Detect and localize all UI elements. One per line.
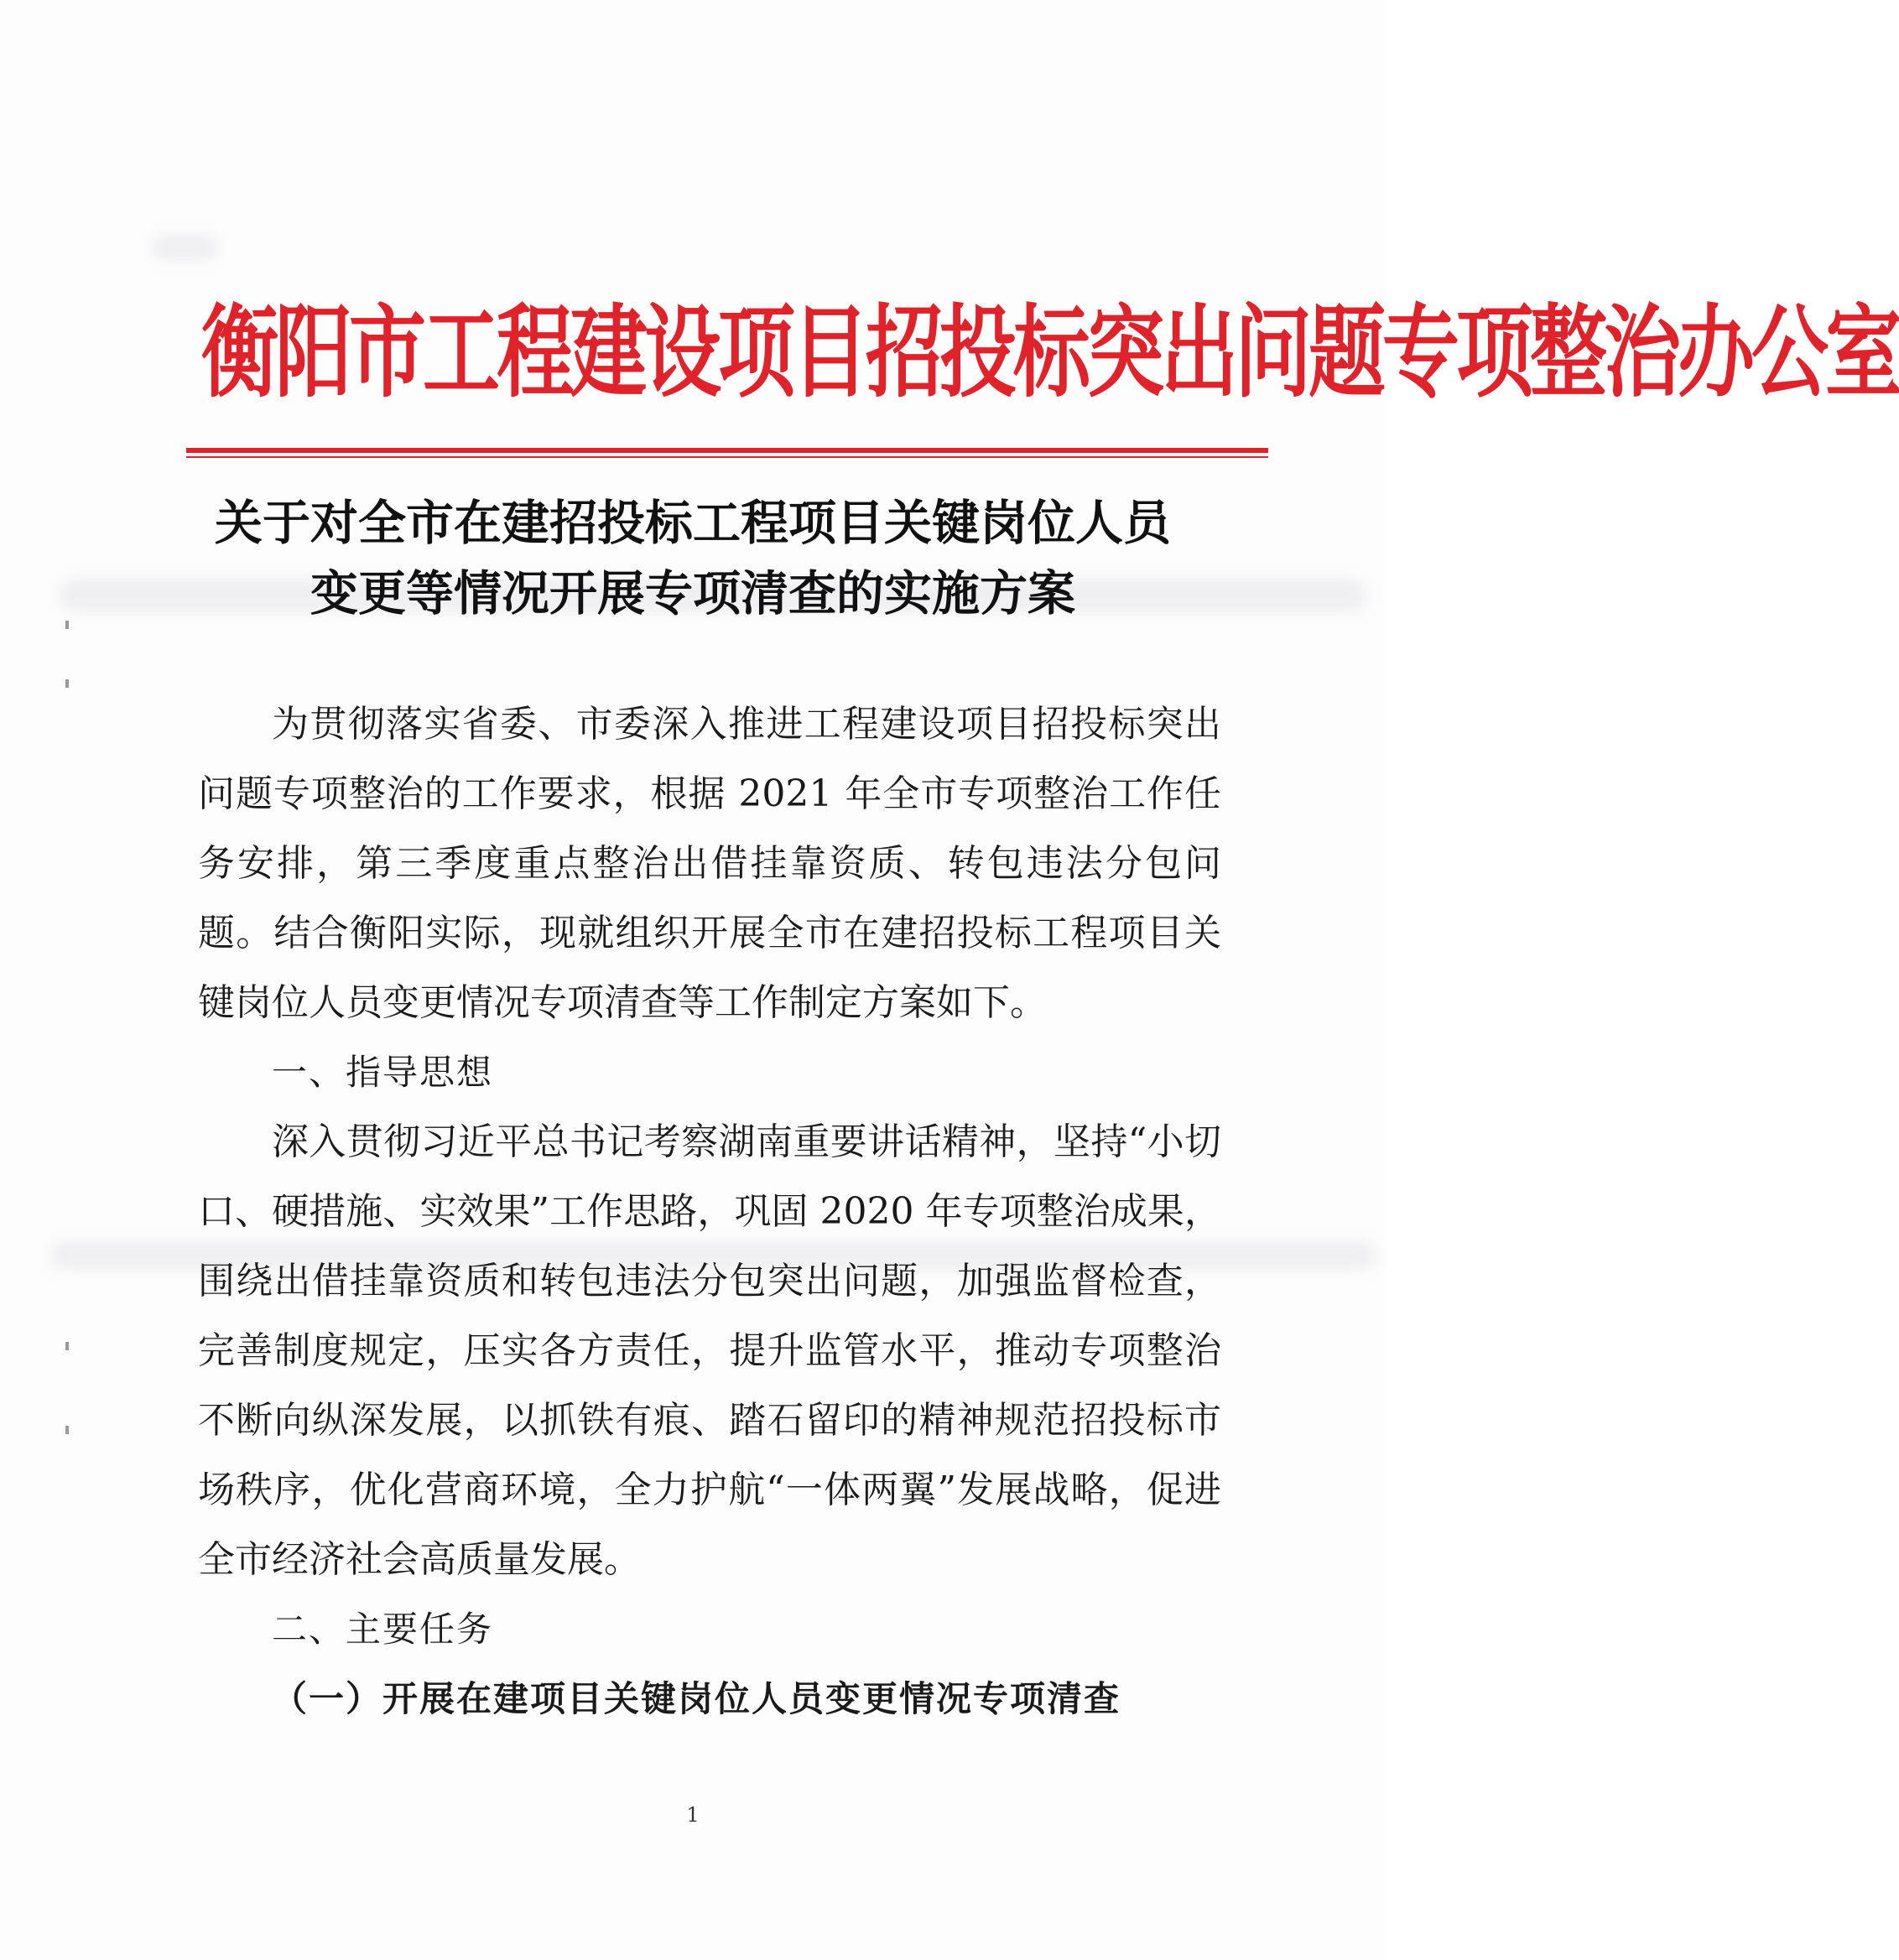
guiding-ideology-paragraph: 深入贯彻习近平总书记考察湖南重要讲话精神，坚持“小切口、硬措施、实效果”工作思路，巩固 2020 年专项整治成果，围绕出借挂靠资质和转包违法分包突出问题，加强监督检查，完善制度规定，压实各方责任，提升监管水平，推动专项整治不断向纵深发展，以抓铁有痕、踏石留印的精神规范招投标市场秩序，优化营商环境，全力护航“一体两翼”发展战略，促进全市经济社会高质量发展。 [198,1120,1221,1581]
section-heading-main-tasks: 二、主要任务 [272,1609,494,1650]
scan-smudge [151,235,218,260]
binding-mark [65,1426,69,1434]
red-divider-line-thin [186,456,1268,458]
page-number: 1 [686,1803,700,1827]
binding-mark [65,1342,69,1350]
document-body [198,689,1221,1734]
red-divider-line [186,448,1268,453]
issuer-header: 衡阳市工程建设项目招投标突出问题专项整治办公室 [201,293,1899,412]
subsection-heading-1: （一）开展在建项目关键岗位人员变更情况专项清查 [272,1678,1121,1719]
section-heading-guiding-ideology: 一、指导思想 [272,1052,494,1093]
document-title-line-2: 变更等情况开展专项清查的实施方案 [310,565,1075,621]
intro-paragraph: 为贯彻落实省委、市委深入推进工程建设项目招投标突出问题专项整治的工作要求，根据 2021 年全市专项整治工作任务安排，第三季度重点整治出借挂靠资质、转包违法分包问题。结合衡阳实际，现就组织开展全市在建招投标工程项目关键岗位人员变更情况专项清查等工作制定方案如下。 [198,703,1221,1024]
binding-mark [65,621,69,629]
document-title-line-1: 关于对全市在建招投标工程项目关键岗位人员 [215,495,1171,551]
binding-mark [65,679,69,688]
